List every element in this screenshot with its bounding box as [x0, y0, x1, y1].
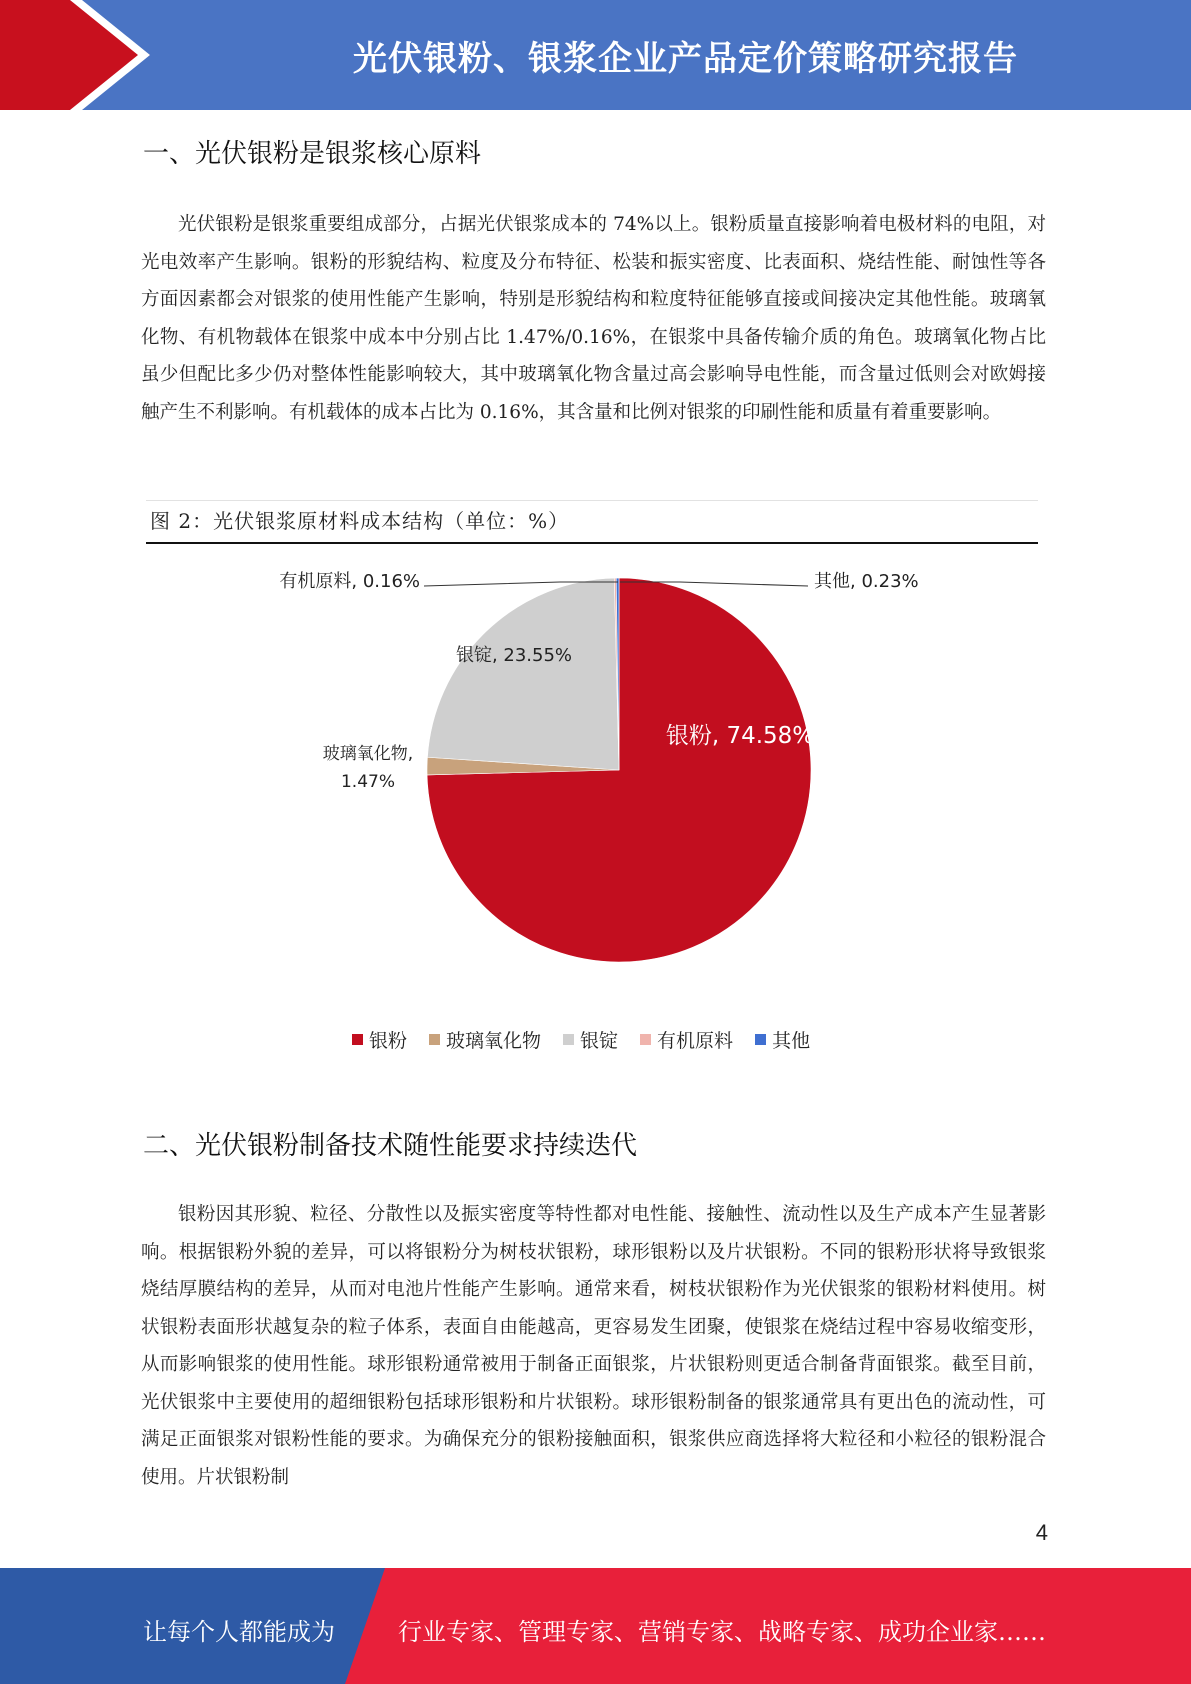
chart-legend	[352, 1025, 810, 1053]
section-1-paragraph: 光伏银粉是银浆重要组成部分，占据光伏银浆成本的 74%以上。银粉质量直接影响着电极材料的电阻，对光电效率产生影响。银粉的形貌结构、粒度及分布特征、松装和振实密度、比表面积、烧结性能、耐蚀性等各方面因素都会对银浆的使用性能产生影响，特别是形貌结构和粒度特征能够直接或间接决定其他性能。玻璃氧化物、有机物载体在银浆中成本中分别占比 1.47%/0.16%，在银浆中具备传输介质的角色。玻璃氧化物占比虽少但配比多少仍对整体性能影响较大，其中玻璃氧化物含量过高会影响导电性能，而含量过低则会对欧姆接触产生不利影响。有机载体的成本占比为 0.16%，其含量和比例对银浆的印刷性能和质量有着重要影响。	[141, 214, 1046, 423]
legend-label: 玻璃氧化物	[446, 1029, 542, 1052]
legend-swatch	[640, 1034, 651, 1045]
legend-label: 有机原料	[657, 1029, 734, 1052]
legend-swatch	[429, 1034, 440, 1045]
footer-slogan-left: 让每个人都能成为	[143, 1618, 335, 1646]
legend-item	[755, 1026, 810, 1053]
label-glass-line2: 1.47%	[340, 772, 396, 792]
page-number: 4	[1035, 1520, 1048, 1545]
label-glass-line1: 玻璃氧化物,	[322, 744, 414, 764]
section-2-paragraph: 银粉因其形貌、粒径、分散性以及振实密度等特性都对电性能、接触性、流动性以及生产成本产生显著影响。根据银粉外貌的差异，可以将银粉分为树枝状银粉，球形银粉以及片状银粉。不同的银粉形状将导致银浆烧结厚膜结构的差异，从而对电池片性能产生影响。通常来看，树枝状银粉作为光伏银浆的银粉材料使用。树状银粉表面形状越复杂的粒子体系，表面自由能越高，更容易发生团聚，使银浆在烧结过程中容易收缩变形，从而影响银浆的使用性能。球形银粉通常被用于制备正面银浆，片状银粉则更适合制备背面银浆。截至目前，光伏银浆中主要使用的超细银粉包括球形银粉和片状银粉。球形银粉制备的银浆通常具有更出色的流动性，可满足正面银浆对银粉性能的要求。为确保充分的银粉接触面积，银浆供应商选择将大粒径和小粒径的银粉混合使用。片状银粉制	[141, 1204, 1046, 1488]
report-title: 光伏银粉、银浆企业产品定价策略研究报告	[353, 38, 1018, 79]
label-other: 其他, 0.23%	[814, 571, 919, 592]
legend-label: 银锭	[580, 1029, 619, 1052]
label-organic: 有机原料, 0.16%	[279, 571, 420, 592]
legend-item	[563, 1026, 618, 1053]
label-ingot: 银锭, 23.55%	[455, 645, 573, 666]
legend-item	[429, 1026, 541, 1053]
label-silver-powder: 银粉, 74.58%	[665, 723, 815, 749]
legend-item	[640, 1026, 733, 1053]
slice-silver-ingot	[427, 578, 619, 770]
legend-label: 其他	[772, 1029, 811, 1052]
footer-slogan-right: 行业专家、管理专家、营销专家、战略专家、成功企业家……	[398, 1618, 1046, 1646]
legend-swatch	[755, 1034, 766, 1045]
legend-swatch	[352, 1034, 363, 1045]
legend-item	[352, 1026, 407, 1053]
legend-label: 银粉	[369, 1029, 408, 1052]
figure-caption: 图 2：光伏银浆原材料成本结构（单位：%）	[150, 509, 570, 533]
legend-swatch	[563, 1034, 574, 1045]
section-1-heading: 一、光伏银粉是银浆核心原料	[143, 139, 482, 169]
section-2-heading: 二、光伏银粉制备技术随性能要求持续迭代	[143, 1131, 638, 1161]
